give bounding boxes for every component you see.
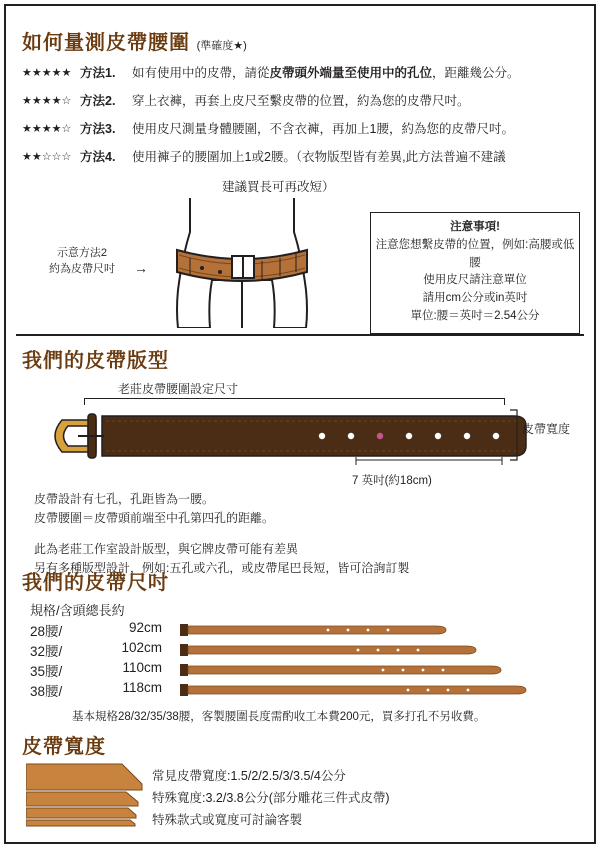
section-width xyxy=(22,730,578,827)
method-stars: ★★★★★ xyxy=(22,66,72,79)
notice-line: 注意您想繫皮帶的位置，例如:高腰或低腰 xyxy=(375,238,575,269)
method-row xyxy=(22,93,578,110)
size-belt-bar-icon xyxy=(178,663,513,675)
belt-length-bracket-icon xyxy=(352,456,512,470)
pattern-note-line1: 此為老莊工作室設計版型，與它牌皮帶可能有差異 xyxy=(34,542,299,556)
arrow-icon: → xyxy=(134,260,148,276)
notice-title: 注意事項! xyxy=(450,221,500,233)
section-sizes xyxy=(22,566,578,723)
figure-caption-line1: 示意方法2 xyxy=(56,247,108,259)
belt-width-label: 皮帶寬度 xyxy=(522,422,571,436)
size-row xyxy=(30,620,570,640)
section-measure xyxy=(22,26,578,195)
size-waist: 32腰/ xyxy=(30,644,63,659)
method-label: 方法2. xyxy=(80,93,116,108)
section-pattern-title: 我們的皮帶版型 xyxy=(22,350,169,372)
method-row xyxy=(22,65,578,82)
size-length: 102cm xyxy=(121,640,162,655)
figure-caption xyxy=(32,246,132,278)
pattern-description-line1: 皮帶設計有七孔，孔距皆為一腰。 xyxy=(34,492,215,506)
method-row xyxy=(22,149,578,166)
section-measure-title-text: 如何量測皮帶腰圍 xyxy=(22,32,190,54)
size-waist: 38腰/ xyxy=(30,684,63,699)
size-row xyxy=(30,680,570,700)
size-length: 92cm xyxy=(128,620,162,635)
notice-line: 單位:腰＝英吋＝2.54公分 xyxy=(410,310,540,323)
pattern-top-caption: 老莊皮帶腰圍設定尺寸 xyxy=(118,382,239,396)
method-text-main: 使用褲子的腰圍加上1或2腰。 xyxy=(132,149,296,164)
notice-box xyxy=(370,212,580,334)
notice-line: 請用cm公分或in英吋 xyxy=(422,292,528,305)
width-line: 特殊寬度:3.2/3.8公分(部分雕花三件式皮帶) xyxy=(152,790,390,805)
sizes-foot-note: 基本規格28/32/35/38腰，客製腰圍長度需酌收工本費200元，買多打孔不另收費。 xyxy=(72,711,486,723)
figure-caption-line2: 約為皮帶尺吋 xyxy=(49,262,115,275)
size-length: 110cm xyxy=(122,660,162,675)
method-text: 使用皮尺測量身體腰圍，不含衣褲，再加上1腰，約為您的皮帶尺吋。 xyxy=(132,121,514,136)
sizes-table xyxy=(30,620,570,700)
width-line: 特殊款式或寬度可討論客製 xyxy=(152,812,303,827)
pattern-description xyxy=(34,490,274,527)
size-waist: 35腰/ xyxy=(30,664,63,679)
method-text xyxy=(132,149,578,166)
belt-inch-label: 7 英吋(約18cm) xyxy=(352,475,432,487)
method-text-pre: 如有使用中的皮帶，請從 xyxy=(132,66,270,80)
width-line: 常見皮帶寬度:1.5/2/2.5/3/3.5/4公分 xyxy=(152,769,346,783)
pattern-note-line2: 另有多種版型設計，例如:五孔或六孔，或皮帶尾巴長短，皆可洽詢訂製 xyxy=(34,560,410,575)
method-label: 方法1. xyxy=(80,66,116,80)
size-belt-bar-icon xyxy=(178,683,538,695)
method-stars: ★★★★☆ xyxy=(22,121,72,135)
size-belt-bar-icon xyxy=(178,643,488,655)
pattern-measure-tick-right xyxy=(504,398,505,405)
size-row xyxy=(30,660,570,680)
size-length: 118cm xyxy=(122,680,162,695)
method-text-post: ，距離幾公分。 xyxy=(432,66,520,80)
method-text: 穿上衣褲，再套上皮尺至繫皮帶的位置，約為您的皮帶尺吋。 xyxy=(132,93,470,108)
section-sizes-title: 我們的皮帶尺吋 xyxy=(22,572,169,594)
illustration-area xyxy=(22,198,578,328)
width-swatch-icon xyxy=(26,760,146,830)
method-text-bold: 皮帶頭外端量至使用中的孔位 xyxy=(269,66,433,80)
method-stars: ★★☆☆☆ xyxy=(22,149,72,163)
section-pattern xyxy=(22,344,578,575)
method-text xyxy=(132,65,578,82)
notice-line: 使用皮尺請注意單位 xyxy=(423,274,527,287)
divider-1 xyxy=(16,334,584,336)
section-measure-title xyxy=(22,26,578,55)
method-label: 方法4. xyxy=(80,149,116,164)
size-row xyxy=(30,640,570,660)
section-measure-title-sub: (準確度★) xyxy=(196,40,247,52)
waist-figure-icon xyxy=(132,198,352,328)
pattern-description-line2: 皮帶腰圍＝皮帶頭前端至中孔第四孔的距離。 xyxy=(34,510,275,525)
method-note: （衣物版型皆有差異,此方法普遍不建議 xyxy=(295,149,506,164)
pattern-measure-line xyxy=(84,398,504,399)
method-label: 方法3. xyxy=(80,121,116,136)
method-row xyxy=(22,121,578,138)
method-stars: ★★★★☆ xyxy=(22,93,72,107)
method-note-second-line: 建議買長可再改短） xyxy=(222,179,335,194)
size-waist: 28腰/ xyxy=(30,624,63,639)
sizes-spec-head: 規格/含頭總長約 xyxy=(30,603,125,618)
belt-width-bracket-icon xyxy=(508,408,520,462)
width-description xyxy=(152,766,390,832)
section-width-title: 皮帶寬度 xyxy=(22,736,106,758)
size-belt-bar-icon xyxy=(178,623,458,635)
pattern-measure-tick-left xyxy=(84,398,85,405)
